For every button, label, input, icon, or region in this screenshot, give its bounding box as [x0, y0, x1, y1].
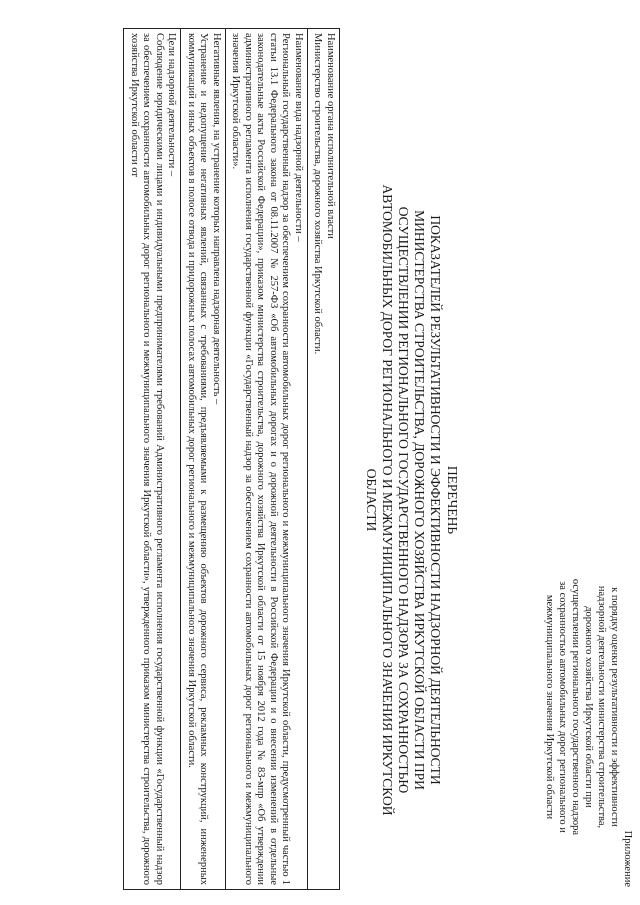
table-row	[124, 29, 181, 890]
table-cell	[308, 29, 340, 890]
row-heading: Наименование органа исполнительной власти	[325, 33, 336, 239]
row-heading: Негативные явления, на устранение которых направлена надзорная деятельность –	[211, 33, 222, 405]
table-row	[308, 29, 340, 890]
table-cell	[226, 29, 308, 890]
table-row	[181, 29, 226, 890]
row-text: Соблюдение юридическими лицами и индивидуальными предпринимателями требований Административного регламента исполнения государственной функции «Государственный надзор за обеспечением сохранности автомобильных дорог регионального и межмуниципального значения Иркутской области», утвержденного приказом министерства строительства, дорожного хозяйства Иркутской области от	[129, 33, 165, 885]
appendix-heading: Приложение	[622, 830, 633, 887]
row-text: Министерство строительства, дорожного хозяйства Иркутской области.	[312, 33, 324, 355]
appendix-line: надзорной деятельности министерства строительства,	[596, 585, 607, 829]
document-title	[363, 170, 460, 830]
appendix-line: межмуниципального значения Иркутской области	[544, 594, 555, 820]
row-text: Устранение и недопущение негативных явлений, связанных с требованиями, предъявляемыми к размещению объектов дорожного сервиса, рекламных конструкций, инженерных коммуникаций и иных объектов в полосе отвода и придорожных полосах автомобильных дорог регионального и межмуниципального значения Иркутской области.	[186, 33, 210, 885]
table-cell	[124, 29, 181, 890]
row-heading: Цели надзорной деятельности –	[166, 33, 178, 177]
table-row	[226, 29, 308, 890]
appendix-line: к порядку оценки результативности и эффективности	[609, 587, 620, 827]
table-cell	[181, 29, 226, 890]
appendix-line: за сохранностью автомобильных дорог регионального и	[557, 581, 568, 833]
appendix-line: осуществлении регионального государственного надзора	[570, 578, 581, 836]
row-text: Региональный государственный надзор за обеспечением сохранности автомобильных дорог регионального и межмуниципального значения Иркутской области, предусмотренный частью 1 статьи 13.1 Федерального закона от 08.11.2007 № 257-ФЗ «Об автомобильных дорогах и о дорожной деятельности в Российской Федерации и о внесении изменений в отдельные законодательные акты Российской Федерации», приказом министерства строительства, дорожного хозяйства Иркутской области от 15 ноября 2012 года № 83-мпр «Об утверждении административного регламента исполнения государственной функции «Государственный надзор за обеспечением сохранности автомобильных дорог регионального и межмуниципального значения Иркутской области».	[230, 33, 292, 885]
title-main: ПОКАЗАТЕЛЕЙ РЕЗУЛЬТАТИВНОСТИ И ЭФФЕКТИВНОСТИ НАДЗОРНОЙ ДЕЯТЕЛЬНОСТИ МИНИСТЕРСТВА СТРОИТЕЛЬСТВА, ДОРОЖНОГО ХОЗЯЙСТВА ИРКУТСКОЙ ОБЛАСТИ ПРИ ОСУЩЕСТВЛЕНИИ РЕГИОНАЛЬНОГО ГОСУДАРСТВЕННОГО НАДЗОРА ЗА СОХРАННОСТЬЮ АВТОМОБИЛЬНЫХ ДОРОГ РЕГИОНАЛЬНОГО И МЕЖМУНИЦИПАЛЬНОГО ЗНАЧЕНИЯ ИРКУТСКОЙ ОБЛАСТИ	[364, 184, 443, 816]
row-heading: Наименование вида надзорной деятельности –	[293, 33, 304, 242]
appendix-note	[543, 527, 634, 887]
title-perechen: ПЕРЕЧЕНЬ	[445, 465, 460, 535]
appendix-line: дорожного хозяйства Иркутской области при	[583, 606, 594, 808]
indicators-table	[124, 28, 341, 890]
